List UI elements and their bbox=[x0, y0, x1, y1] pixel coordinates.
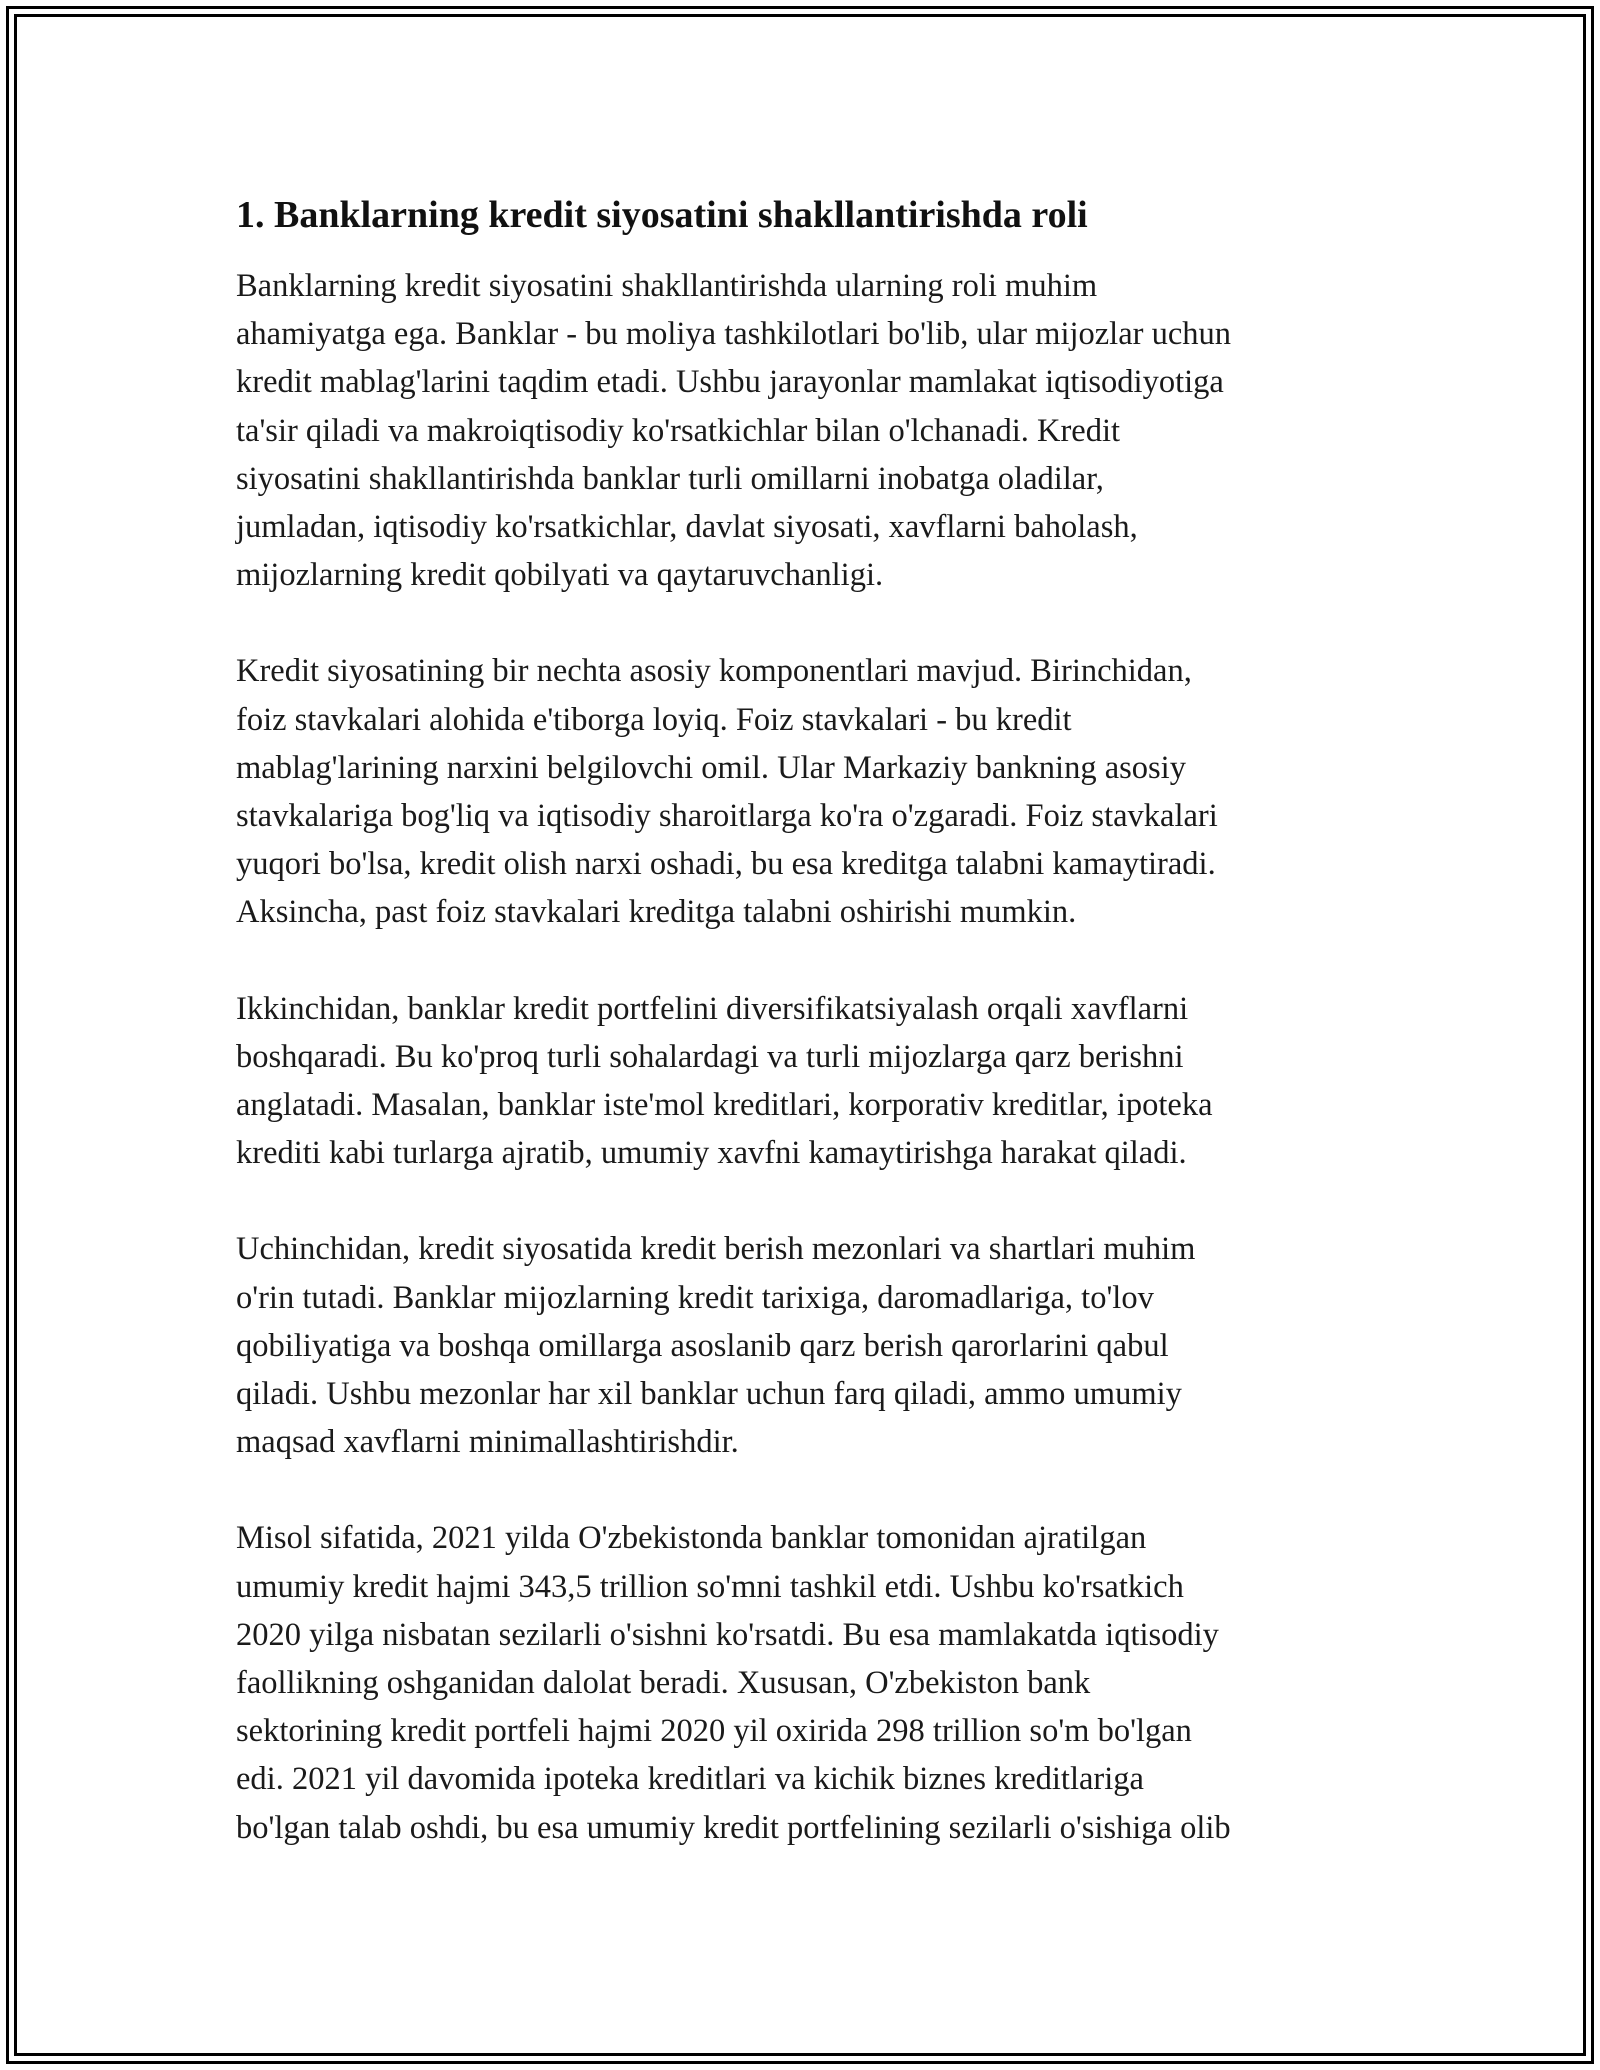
document-body bbox=[236, 186, 1366, 1900]
paragraph-interest-rates: Kredit siyosatining bir nechta asosiy komponentlari mavjud. Birinchidan, foiz stavkalari alohida e'tiborga loyiq. Foiz stavkalari - bu kredit mablag'larining narxini belgilovchi omil. Ular Markaziy bankning asosiy stavkalariga bog'liq va iqtisodiy sharoitlarga ko'ra o'zgaradi. Foiz stavkalari yuqori bo'lsa, kredit olish narxi oshadi, bu esa kreditga talabni kamaytiradi. Aksincha, past foiz stavkalari kreditga talabni oshirishi mumkin. bbox=[236, 653, 1218, 931]
paragraph-intro: Banklarning kredit siyosatini shakllantirishda ularning roli muhim ahamiyatga ega. Banklar - bu moliya tashkilotlari bo'lib, ular mijozlar uchun kredit mablag'larini taqdim etadi. Ushbu jarayonlar mamlakat iqtisodiyotiga ta'sir qiladi va makroiqtisodiy ko'rsatkichlar bilan o'lchanadi. Kredit siyosatini shakllantirishda banklar turli omillarni inobatga oladilar, jumladan, iqtisodiy ko'rsatkichlar, davlat siyosati, xavflarni baholash, mijozlarning kredit qobilyati va qaytaruvchanligi. bbox=[236, 268, 1232, 594]
paragraph-example-2021: Misol sifatida, 2021 yilda O'zbekistonda banklar tomonidan ajratilgan umumiy kredit hajmi 343,5 trillion so'mni tashkil etdi. Ushbu ko'rsatkich 2020 yilga nisbatan sezilarli o'sishni ko'rsatdi. Bu esa mamlakatda iqtisodiy faollikning oshganidan dalolat beradi. Xususan, O'zbekiston bank sektorining kredit portfeli hajmi 2020 yil oxirida 298 trillion so'm bo'lgan edi. 2021 yil davomida ipoteka kreditlari va kichik biznes kreditlariga bo'lgan talab oshdi, bu esa umumiy kredit portfelining sezilarli o'sishiga olib bbox=[236, 1520, 1231, 1846]
paragraph-diversification: Ikkinchidan, banklar kredit portfelini diversifikatsiyalash orqali xavflarni boshqaradi. Bu ko'proq turli sohalardagi va turli mijozlarga qarz berishni anglatadi. Masalan, banklar iste'mol kreditlari, korporativ kreditlar, ipoteka krediti kabi turlarga ajratib, umumiy xavfni kamaytirishga harakat qiladi. bbox=[236, 990, 1213, 1172]
section-heading: 1. Banklarning kredit siyosatini shakllantirishda roli bbox=[236, 194, 1088, 236]
paragraph-credit-criteria: Uchinchidan, kredit siyosatida kredit berish mezonlari va shartlari muhim o'rin tutadi. Banklar mijozlarning kredit tarixiga, daromadlariga, to'lov qobiliyatiga va boshqa omillarga asoslanib qarz berish qarorlarini qabul qiladi. Ushbu mezonlar har xil banklar uchun farq qiladi, ammo umumiy maqsad xavflarni minimallashtirishdir. bbox=[236, 1231, 1196, 1461]
